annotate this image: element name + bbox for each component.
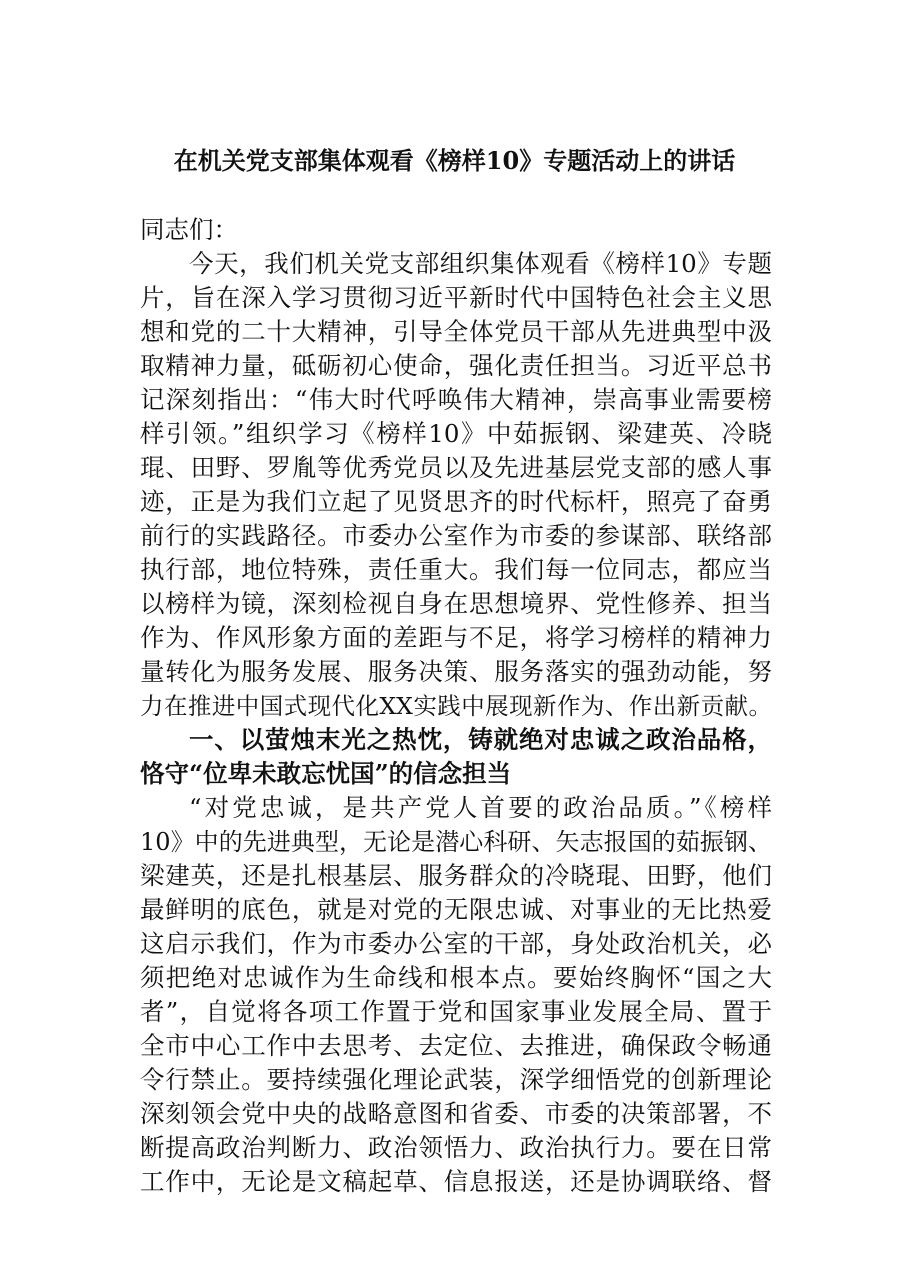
paragraph-line: “对党忠诚，是共产党人首要的政治品质。”《榜样 [189, 793, 772, 822]
paragraph-line: 这启示我们，作为市委办公室的干部，身处政治机关，必 [140, 929, 772, 958]
paragraph-line: 者”，自觉将各项工作置于党和国家事业发展全局、置于 [140, 997, 772, 1026]
paragraph-line: 梁建英，还是扎根基层、服务群众的冷晓琨、田野，他们 [140, 861, 772, 890]
paragraph-line: 以榜样为镜，深刻检视自身在思想境界、党性修养、担当 [140, 589, 772, 618]
paragraph-line: 断提高政治判断力、政治领悟力、政治执行力。要在日常 [140, 1133, 772, 1162]
paragraph-line: 片，旨在深入学习贯彻习近平新时代中国特色社会主义思 [140, 283, 772, 312]
paragraph-line: 执行部，地位特殊，责任重大。我们每一位同志，都应当 [140, 555, 772, 584]
salutation: 同志们： [140, 215, 238, 244]
paragraph-line: 力在推进中国式现代化XX实践中展现新作为、作出新贡献。 [140, 692, 772, 720]
paragraph-line: 工作中，无论是文稿起草、信息报送，还是协调联络、督 [140, 1167, 772, 1196]
paragraph-line: 量转化为服务发展、服务决策、服务落实的强劲动能，努 [140, 657, 772, 686]
paragraph-line: 琨、田野、罗胤等优秀党员以及先进基层党支部的感人事 [140, 453, 772, 482]
paragraph-line: 记深刻指出：“伟大时代呼唤伟大精神，崇高事业需要榜 [140, 385, 772, 414]
document-title: 在机关党支部集体观看《榜样10》专题活动上的讲话 [173, 146, 736, 175]
paragraph-line: 10》中的先进典型，无论是潜心科研、矢志报国的茹振钢、 [140, 828, 772, 856]
section-heading: 恪守“位卑未敢忘忧国”的信念担当 [140, 759, 512, 788]
paragraph-line: 前行的实践路径。市委办公室作为市委的参谋部、联络部 [140, 521, 772, 550]
paragraph-line: 全市中心工作中去思考、去定位、去推进，确保政令畅通 [140, 1031, 772, 1060]
paragraph-line: 取精神力量，砥砺初心使命，强化责任担当。习近平总书 [140, 351, 772, 380]
paragraph-line: 今天，我们机关党支部组织集体观看《榜样10》专题 [189, 249, 772, 278]
paragraph-line: 作为、作风形象方面的差距与不足，将学习榜样的精神力 [140, 623, 772, 652]
paragraph-line: 最鲜明的底色，就是对党的无限忠诚、对事业的无比热爱 [140, 895, 772, 924]
paragraph-line: 令行禁止。要持续强化理论武装，深学细悟党的创新理论 [140, 1065, 772, 1094]
section-heading: 一、以萤烛末光之热忱，铸就绝对忠诚之政治品格， [189, 725, 772, 754]
paragraph-line: 深刻领会党中央的战略意图和省委、市委的决策部署，不 [140, 1099, 772, 1128]
paragraph-line: 须把绝对忠诚作为生命线和根本点。要始终胸怀“国之大 [140, 963, 772, 992]
paragraph-line: 想和党的二十大精神，引导全体党员干部从先进典型中汲 [140, 317, 772, 346]
paragraph-line: 样引领。”组织学习《榜样10》中茹振钢、梁建英、冷晓 [140, 419, 772, 448]
paragraph-line: 迹，正是为我们立起了见贤思齐的时代标杆，照亮了奋勇 [140, 487, 772, 516]
